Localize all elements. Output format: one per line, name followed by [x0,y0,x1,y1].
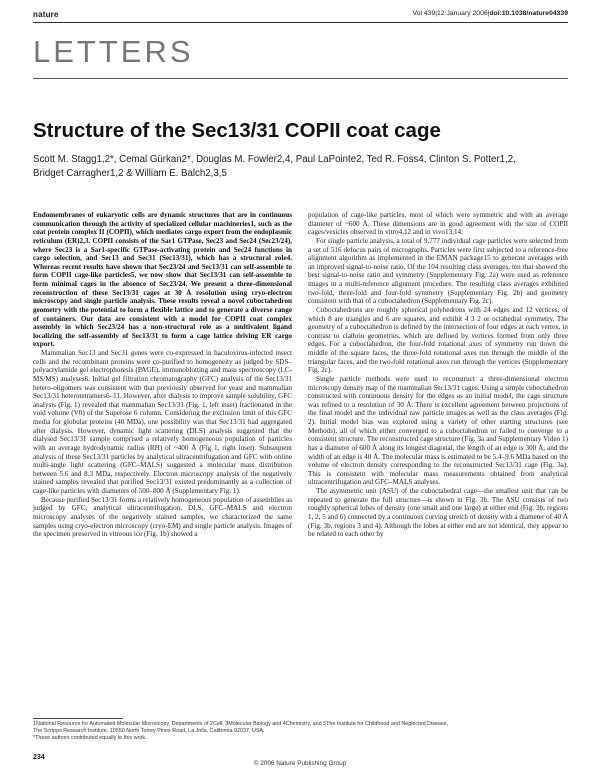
author-line-1: Scott M. Stagg1,2*, Cemal Gürkan2*, Douglas M. Fowler2,4, Paul LaPointe2, Ted R. Foss4, Clinton S. Potter1,2, [33,154,516,165]
author-line-2: Bridget Carragher1,2 & William E. Balch2,3,5 [33,168,227,179]
section-heading: LETTERS [33,34,194,69]
body-paragraph: Mammalian Sec13 and Sec31 genes were co-expressed in baculovirus-infected insect cells and the recombinant proteins were co-purified to homogeneity as judged by SDS–polyacrylamide gel electrophoresis (PAGE), immunoblotting and mass spectroscopy (LC-MS/MS) analyses6. Initial gel filtration chromatography (GFC) analysis of the Sec13/31 hetero-oligomers was consistent with that previously observed for yeast and mammalian Sec13/31 heterotetramers6–11. However, after dialysis to improve sample solubility, GFC analysis (Fig. 1) revealed that mammalian Sec13/31 (Fig. 1, left inset) fractionated in the void volume (V0) of the Superose 6 column. Considering the exclusion limit of this GFC media for globular proteins (40 MDa), one possibility was that Sec13/31 had aggregated after dialysis. However, dynamic light scattering (DLS) analysis suggested that the dialysed Sec13/31 sample comprised a relatively homogeneous population of particles with an average hydrodynamic radius (RH) of ~400 Å (Fig 1, right inset). Subsequent analysis of these Sec13/31 particles by analytical ultracentrifugation and GFC with online multi-angle light scattering (GFC–MALS) suggested a molecular mass distribution between 5.6 and 8.3 MDa, respectively. Electron microscopy analysis of the negatively stained samples revealed that purified Sec13/31 existed predominantly as a collection of cage-like particles with diameters of 500–800 Å (Supplementary Fig. 1). [33,349,292,495]
doi-link[interactable]: doi:10.1038/nature04339 [489,10,568,17]
right-column [308,211,568,539]
article-title: Structure of the Sec13/31 COPII coat cage [33,119,441,142]
volume-info: Vol 439|12 January 2006|doi:10.1038/nature04339 [412,10,568,17]
left-column [33,211,292,539]
page-number: 234 [33,754,45,761]
body-paragraph: Single particle methods were used to reconstruct a three-dimensional electron microscopy density map of the mammalian Sec13/31 cages. Using a simple cuboctahedron constructed with continuous density for the edges as an initial model, the cage structure was refined to a resolution of 30 Å. There is excellent agreement between projections of the final model and the individual raw particle images as well as the class averages (Fig. 2). Initial model bias was explored using a variety of other starting structures (see Methods), all of which either converged to a cuboctahedron or failed to converge to a consistent structure. The reconstructed cage structure (Fig. 3a and Supplementary Video 1) has a diameter of 600 Å along its longest diagonal, the length of an edge is 300 Å, and the width of an edge is 40 Å. The molecular mass is estimated to be 5.4–9.6 MDa based on the volume of electron density corresponding to the reconstructed Sec13/31 cage (Fig. 3a). This is consistent with molecular mass measurements obtained from analytical ultracentrifugation and GFC–MALS analyses. [308,374,568,487]
section-rule [33,78,568,79]
abstract: Endomembranes of eukaryotic cells are dynamic structures that are in continuous communication through the activity of specialized cellular machineries1, such as the coat protein complex II (COPII), which mediates cargo export from the endoplasmic reticulum (ER)2,3. COPII consists of the Sar1 GTPase, Sec23 and Sec24 (Sec23/24), where Sec23 is a Sar1-specific GTPase-activating protein and Sec24 functions in cargo selection, and Sec13 and Sec31 (Sec13/31), which has a structural role4. Whereas recent results have shown that Sec23/24 and Sec13/31 can self-assemble to form COPII cage-like particles5, we now show that Sec13/31 can self-assemble to form minimal cages in the absence of Sec23/24. We present a three-dimensional reconstruction of these Sec13/31 cages at 30 Å resolution using cryo-electron microscopy and single particle analysis. These results reveal a novel cuboctahedron geometry with the potential to form a flexible lattice and to generate a diverse range of containers. Our data are consistent with a model for COPII coat complex assembly in which Sec23/24 has a non-structural role as a multivalent ligand localizing the self-assembly of Sec13/31 to form a cage lattice driving ER cargo export. [33,211,292,349]
affiliation-line: 1National Resource for Automated Molecular Microscopy, Departments of 2Cell, 3Molecular Biology and 4Chemistry, and 5The Institute for Childhood and Neglected Disease, [33,721,449,727]
body-paragraph: The asymmetric unit (ASU) of the cuboctahedral cage—the smallest unit that can be repeated to generate the full structure—is shown in Fig. 3b. The ASU consists of two roughly spherical lobes of density (one small and one large) at either end (Fig. 3b, regions 1, 2, 5 and 6) connected by a continuous curving stretch of density with a diameter of 40 Å (Fig. 3b, regions 3 and 4). Although the lobes at either end are not identical, they appear to be related to each other by [308,487,568,539]
affiliation-line: The Scripps Research Institute, 10550 North Torrey Pines Road, La Jolla, California 92037, USA. [33,728,265,734]
body-paragraph: population of cage-like particles, most of which were symmetric and with an average diameter of ~600 Å. These dimensions are in good agreement with the size of COPII cages/vesicles observed in vitro4,12 and in vivo13,14. [308,211,568,237]
footnote-rule [33,718,123,719]
author-list [33,153,573,181]
body-paragraph: Because purified Sec13/31 forms a relatively homogeneous population of assemblies as judged by GFC, analytical ultracentrifugation, DLS, GFC–MALS and electron microscopy analyses of the negatively stained samples, we characterized the same samples using cryo-electron microscopy (cryo-EM) and single particle analysis. Images of the specimen preserved in vitreous ice (Fig. 1b) showed a [33,495,292,539]
footnotes [33,721,573,742]
equal-contribution-note: *These authors contributed equally to this work. [33,735,147,741]
copyright: © 2006 Nature Publishing Group [253,760,347,767]
journal-name: nature [33,10,59,19]
body-paragraph: For single particle analysis, a total of 9,777 individual cage particles were selected from a set of 516 defocus pairs of micrographs. Particles were first subjected to a reference-free alignment algorithm as implemented in the EMAN package15 to generate averages with an improved signal-to-noise ratio. Of the 104 resulting class averages, ten that showed the best signal-to-noise ratio and symmetry (Supplementary Fig. 2a) were used as reference images in a multi-reference alignment procedure. The resulting class averages exhibited two-fold, three-fold and four-fold symmetry (Supplementary Fig. 2b) and geometry consistent with that of a cuboctahedron (Supplementary Fig. 2c). [308,236,568,306]
header-rule [33,22,568,23]
body-paragraph: Cuboctahedrons are roughly spherical polyhedrons with 24 edges and 12 vertices, of which 8 are triangles and 6 are squares, and exhibit 4 3 2 or octahedral symmetry. The geometry of a cuboctahedron is defined by the intersection of four edges at each vertex, in contrast to clathrin geometries, which are defined by vertices formed from only three edges. For a cuboctahedron, the four-fold rotational axes of symmetry run down the middle of the square faces, the three-fold rotational axes run through the middle of the triangular faces, and the two-fold rotational axes run through the vertices (Supplementary Fig. 2c). [308,305,568,375]
